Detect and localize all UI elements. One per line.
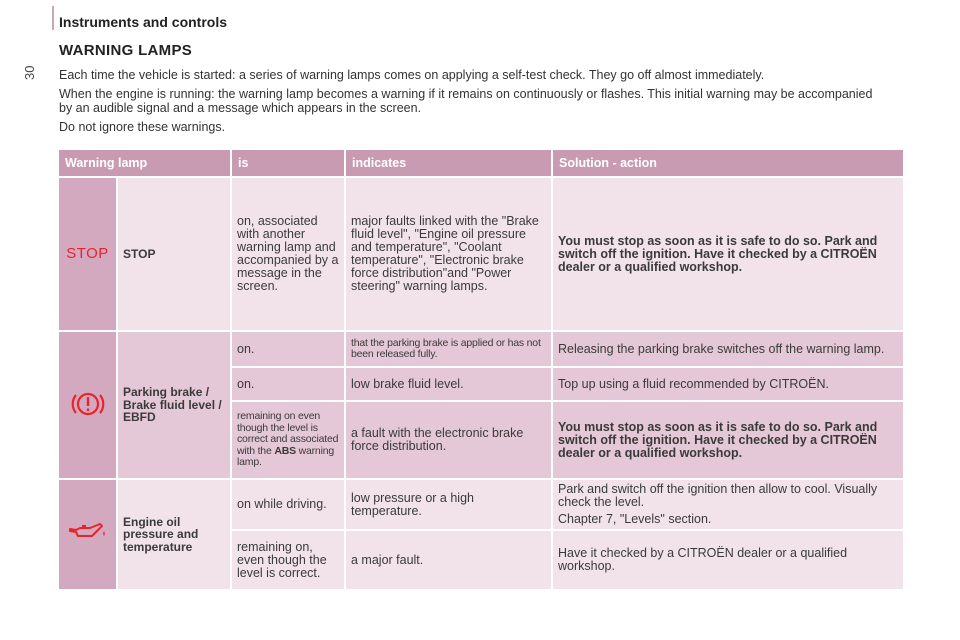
table-row [59, 480, 903, 529]
lamp-state [232, 402, 344, 478]
lamp-action: Have it checked by a CITROËN dealer or a qualified workshop. [553, 531, 903, 589]
action-text: Park and switch off the ignition then allow to cool. Visually check the level. [558, 482, 878, 509]
lamp-state: remaining on, even though the level is correct. [232, 531, 344, 589]
column-header: indicates [346, 150, 551, 176]
page-title: WARNING LAMPS [59, 42, 193, 59]
state-text: remaining on even though the level is correct and associated with the [237, 410, 339, 457]
intro-text [59, 68, 889, 139]
brake-warning-icon [71, 389, 105, 419]
oil-icon-cell [59, 480, 116, 589]
table-row [59, 332, 903, 366]
lamp-action: Releasing the parking brake switches off the warning lamp. [553, 332, 903, 366]
section-title: Instruments and controls [59, 14, 228, 30]
brake-icon-cell [59, 332, 116, 478]
warning-lamps-table [57, 148, 905, 591]
intro-paragraph: Each time the vehicle is started: a series of warning lamps comes on applying a self-test check. They go off almost immediately. [59, 68, 765, 82]
column-header: is [232, 150, 344, 176]
lamp-action [553, 480, 903, 529]
lamp-indication: a fault with the electronic brake force distribution. [346, 402, 551, 478]
lamp-indication: a major fault. [346, 531, 551, 589]
intro-paragraph: Do not ignore these warnings. [59, 120, 226, 134]
lamp-action: You must stop as soon as it is safe to do so. Park and switch off the ignition. Have it checked by a CITROËN dealer or a qualified workshop. [553, 402, 903, 478]
lamp-indication: low pressure or a high temperature. [346, 480, 551, 529]
lamp-state: on, associated with another warning lamp and accompanied by a message in the screen. [232, 178, 344, 330]
column-header: Solution - action [553, 150, 903, 176]
lamp-name: Engine oil pressure and temperature [118, 480, 230, 589]
lamp-state: on. [232, 368, 344, 400]
stop-warning-icon: STOP [66, 245, 109, 262]
state-text: warning lamp. [237, 444, 334, 469]
stop-icon-cell [59, 178, 116, 330]
lamp-indication: that the parking brake is applied or has not been released fully. [346, 332, 551, 366]
header-accent-bar [52, 6, 54, 30]
lamp-action: Top up using a fluid recommended by CITROËN. [553, 368, 903, 400]
lamp-indication: low brake fluid level. [346, 368, 551, 400]
intro-paragraph: When the engine is running: the warning lamp becomes a warning if it remains on continuously or flashes. This initial warning may be accompanied by an audible signal and a message which appears in the screen. [59, 87, 873, 115]
lamp-state: on while driving. [232, 480, 344, 529]
lamp-action: You must stop as soon as it is safe to do so. Park and switch off the ignition. Have it checked by a CITROËN dealer or a qualified workshop. [553, 178, 903, 330]
lamp-state: on. [232, 332, 344, 366]
column-header: Warning lamp [59, 150, 230, 176]
table-row [59, 178, 903, 330]
abs-label: ABS [274, 444, 296, 457]
lamp-indication: major faults linked with the "Brake fluid level", "Engine oil pressure and temperature", "Coolant temperature", "Electronic brake force distribution"and "Power steering" warning lamps. [346, 178, 551, 330]
action-text: Chapter 7, "Levels" section. [558, 512, 712, 526]
page-number: 30 [22, 65, 37, 80]
lamp-name: Parking brake / Brake fluid level / EBFD [118, 332, 230, 478]
lamp-name: STOP [118, 178, 230, 330]
oil-can-icon [68, 521, 108, 545]
table-header-row [59, 150, 903, 176]
